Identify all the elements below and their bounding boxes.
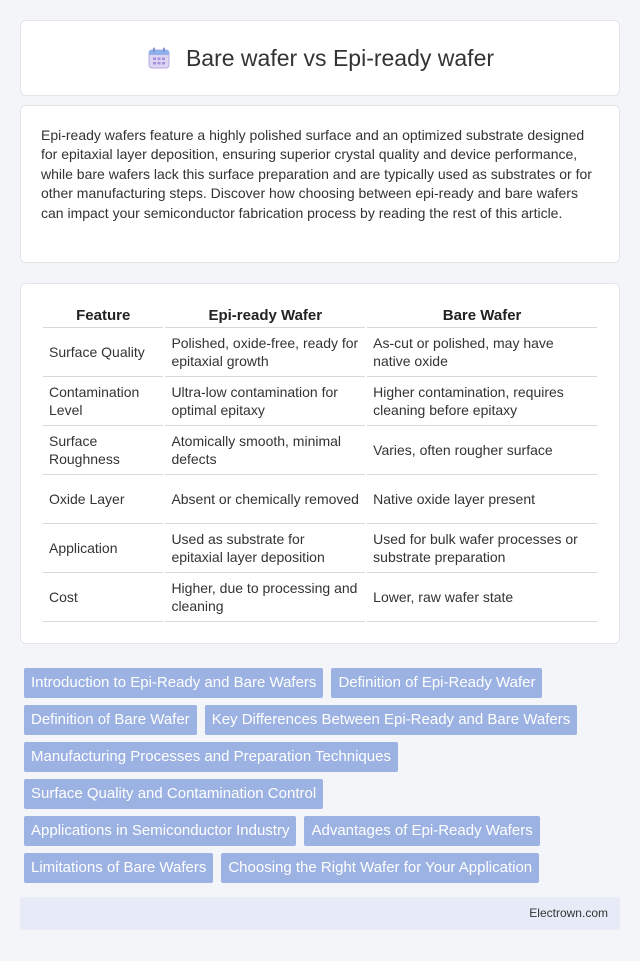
tag-row <box>24 779 614 809</box>
title-card <box>20 20 620 96</box>
table-row <box>43 573 597 622</box>
intro-paragraph: Epi-ready wafers feature a highly polished surface and an optimized substrate designed for epitaxial layer deposition, ensuring superior crystal quality and device performance, while bare wafers lack this surface preparation and are typically used as substrates or for other manufacturing steps. Discover how choosing between epi-ready and bare wafers can impact your semiconductor fabrication process by reading the rest of this article. <box>41 127 592 221</box>
table-cell-epi-ready: Ultra-low contamination for optimal epitaxy <box>165 377 365 426</box>
table-row <box>43 524 597 573</box>
table-cell-bare: As-cut or polished, may have native oxide <box>367 328 597 377</box>
table-cell-feature: Surface Roughness <box>43 426 163 475</box>
tag-row <box>24 853 614 883</box>
tag-row <box>24 668 614 698</box>
table-header-row <box>43 306 597 328</box>
tag-definition-bare[interactable]: Definition of Bare Wafer <box>24 705 197 735</box>
tag-manufacturing-processes[interactable]: Manufacturing Processes and Preparation Techniques <box>24 742 398 772</box>
table-row <box>43 475 597 524</box>
tag-key-differences[interactable]: Key Differences Between Epi-Ready and Bare Wafers <box>205 705 578 735</box>
tag-advantages-epi-ready[interactable]: Advantages of Epi-Ready Wafers <box>304 816 539 846</box>
table-cell-bare: Varies, often rougher surface <box>367 426 597 475</box>
table-cell-bare: Lower, raw wafer state <box>367 573 597 622</box>
tag-intro-epi-ready-bare[interactable]: Introduction to Epi-Ready and Bare Wafers <box>24 668 323 698</box>
table-cell-epi-ready: Used as substrate for epitaxial layer deposition <box>165 524 365 573</box>
table-cell-feature: Application <box>43 524 163 573</box>
table-row <box>43 377 597 426</box>
page-title: Bare wafer vs Epi-ready wafer <box>185 44 495 71</box>
table-cell-epi-ready: Higher, due to processing and cleaning <box>165 573 365 622</box>
calendar-icon <box>146 45 172 71</box>
table-row <box>43 328 597 377</box>
header-epi-ready: Epi-ready Wafer <box>165 306 365 328</box>
comparison-table-card <box>20 283 620 644</box>
table-cell-feature: Oxide Layer <box>43 475 163 524</box>
header-bare: Bare Wafer <box>367 306 597 328</box>
tag-row <box>24 742 614 772</box>
table-cell-bare: Native oxide layer present <box>367 475 597 524</box>
tag-definition-epi-ready[interactable]: Definition of Epi-Ready Wafer <box>331 668 542 698</box>
tag-row <box>24 816 614 846</box>
tag-applications[interactable]: Applications in Semiconductor Industry <box>24 816 296 846</box>
topic-tags <box>24 668 614 890</box>
table-row <box>43 426 597 475</box>
tag-surface-quality[interactable]: Surface Quality and Contamination Control <box>24 779 323 809</box>
tag-row <box>24 705 614 735</box>
tag-limitations-bare[interactable]: Limitations of Bare Wafers <box>24 853 213 883</box>
tag-choosing-wafer[interactable]: Choosing the Right Wafer for Your Application <box>221 853 539 883</box>
table-cell-bare: Used for bulk wafer processes or substrate preparation <box>367 524 597 573</box>
comparison-table <box>41 306 599 622</box>
intro-card <box>20 105 620 263</box>
footer-brand[interactable]: Electrown.com <box>529 906 608 920</box>
table-cell-epi-ready: Absent or chemically removed <box>165 475 365 524</box>
table-cell-bare: Higher contamination, requires cleaning before epitaxy <box>367 377 597 426</box>
table-cell-feature: Contamination Level <box>43 377 163 426</box>
table-cell-epi-ready: Atomically smooth, minimal defects <box>165 426 365 475</box>
table-cell-feature: Surface Quality <box>43 328 163 377</box>
table-cell-epi-ready: Polished, oxide-free, ready for epitaxial growth <box>165 328 365 377</box>
table-cell-feature: Cost <box>43 573 163 622</box>
header-feature: Feature <box>43 306 163 328</box>
footer <box>20 897 620 930</box>
